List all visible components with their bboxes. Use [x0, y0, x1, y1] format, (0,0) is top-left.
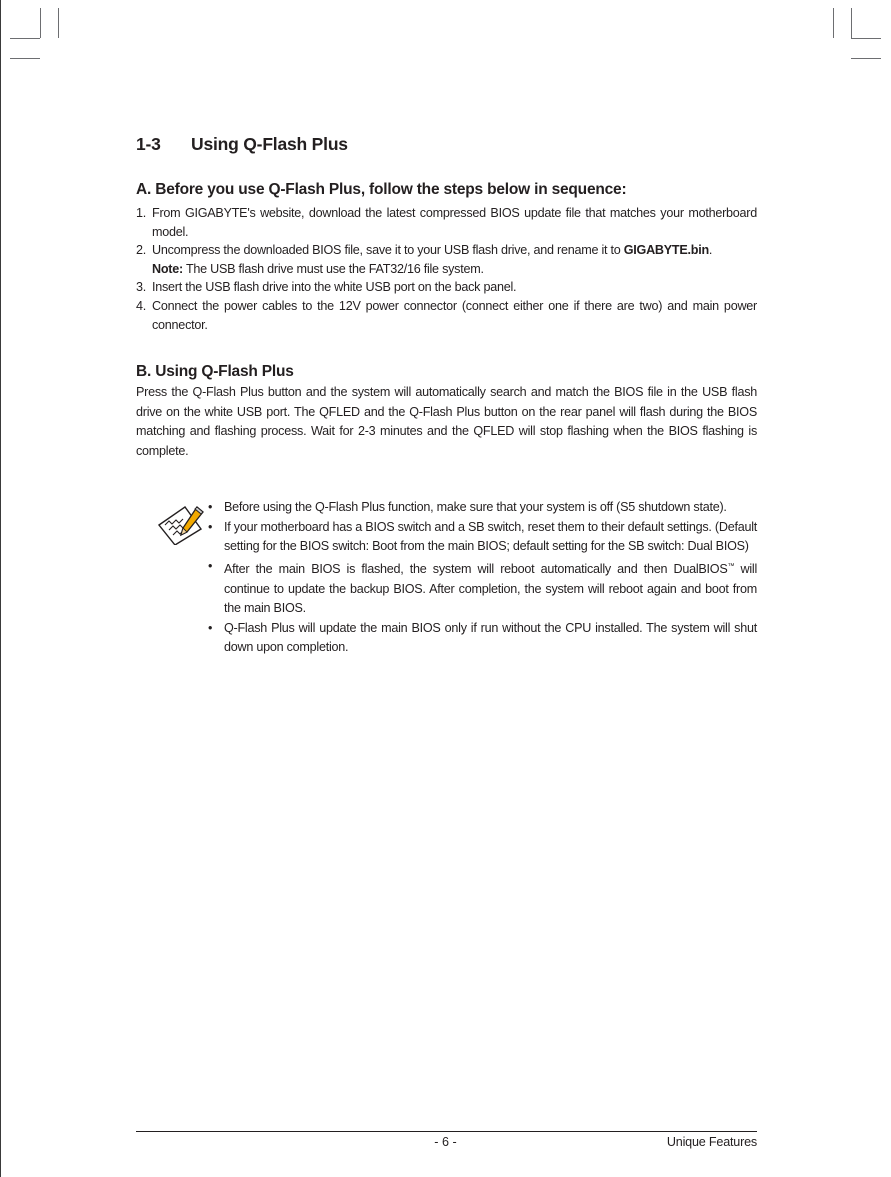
section-heading — [136, 134, 348, 155]
step-number: 4. — [136, 298, 147, 313]
section-title: Using Q-Flash Plus — [191, 134, 348, 154]
crop-mark — [10, 38, 40, 39]
step-text: Insert the USB flash drive into the white USB port on the back panel. — [152, 280, 517, 295]
bullet: • — [208, 558, 213, 573]
page-edge — [0, 0, 1, 1177]
part-b-paragraph: Press the Q-Flash Plus button and the system will automatically search and match the BIOS file in the USB flash drive on the white USB port. The QFLED and the Q-Flash Plus button on the rear panel will flash during the BIOS matching and flashing process. Wait for 2-3 minutes and the QFLED will stop flashing when the BIOS flashing is complete. — [136, 385, 757, 458]
note-item-text: If your motherboard has a BIOS switch and a SB switch, reset them to their default settings. (Default setting for the BIOS switch: Boot from the main BIOS; default setting for the SB switch: Dual BIOS) — [224, 519, 757, 554]
footer-title: Unique Features — [666, 1135, 757, 1149]
part-b-heading: B. Using Q-Flash Plus — [136, 363, 294, 380]
crop-mark — [40, 8, 41, 38]
page-number: - 6 - — [434, 1135, 457, 1149]
trademark-symbol: ™ — [727, 562, 735, 570]
note-item — [207, 518, 757, 557]
step-number: 3. — [136, 280, 147, 295]
steps-list — [136, 204, 757, 334]
crop-mark — [10, 58, 40, 59]
note-item-text-end: will continue to update the backup BIOS. After completion, the system will reboot again and boot from the main BIOS. — [224, 561, 757, 616]
note-item-text: After the main BIOS is flashed, the system will reboot automatically and then DualBIOS — [224, 561, 728, 576]
crop-mark — [851, 58, 881, 59]
part-a-heading: A. Before you use Q-Flash Plus, follow the steps below in sequence: — [136, 181, 627, 198]
step-item — [136, 297, 757, 334]
section-number: 1-3 — [136, 134, 161, 154]
step-item — [136, 278, 757, 297]
step-text: Connect the power cables to the 12V power connector (connect either one if there are two) and main power connector. — [152, 298, 757, 332]
note-item — [207, 557, 757, 619]
filename-text: GIGABYTE.bin — [623, 243, 709, 258]
step-text: From GIGABYTE's website, download the latest compressed BIOS update file that matches your motherboard model. — [152, 206, 757, 239]
bullet: • — [208, 620, 213, 635]
footer-rule — [136, 1131, 757, 1132]
crop-mark — [851, 8, 852, 38]
note-item — [207, 498, 757, 518]
crop-mark — [833, 8, 834, 38]
note-pencil-icon — [157, 499, 207, 545]
notes-list — [207, 498, 757, 658]
note-item-text: Q-Flash Plus will update the main BIOS only if run without the CPU installed. The system will shut down upon completion. — [224, 620, 757, 655]
step-number: 2. — [136, 243, 147, 258]
step-text-end: . — [708, 243, 713, 258]
step-item — [136, 241, 757, 278]
note-text: The USB flash drive must use the FAT32/16 file system. — [182, 261, 484, 276]
note-item-text: Before using the Q-Flash Plus function, make sure that your system is off (S5 shutdown state). — [224, 500, 727, 514]
note-item — [207, 619, 757, 658]
note-label: Note: — [152, 261, 183, 276]
step-item — [136, 204, 757, 241]
bullet: • — [208, 500, 213, 514]
crop-mark — [58, 8, 59, 38]
step-text: Uncompress the downloaded BIOS file, save it to your USB flash drive, and rename it to — [152, 243, 624, 258]
bullet: • — [208, 519, 213, 534]
crop-mark — [851, 38, 881, 39]
step-number: 1. — [136, 206, 147, 220]
